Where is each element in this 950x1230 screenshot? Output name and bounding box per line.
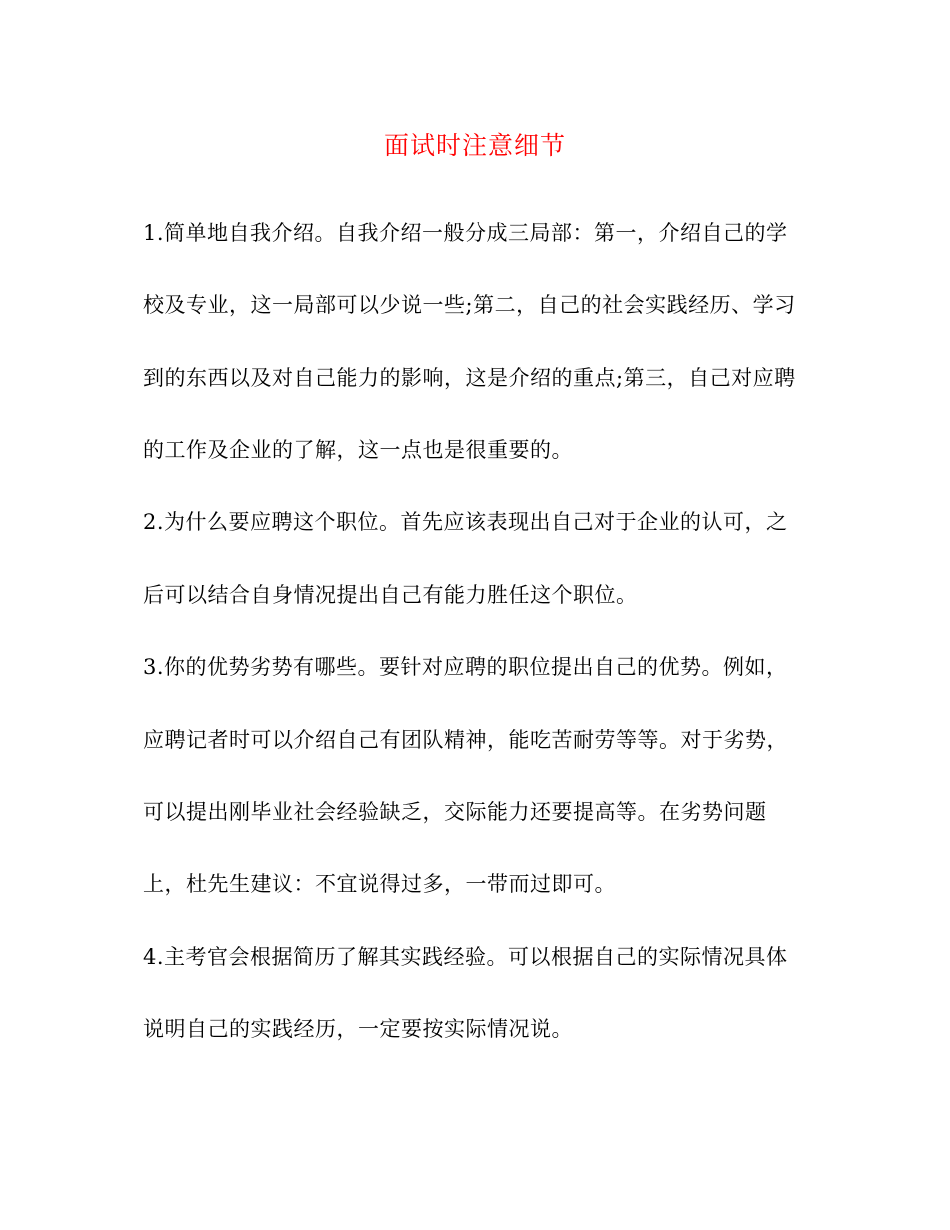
paragraph-line: 后可以结合自身情况提出自己有能力胜任这个职位。 — [143, 583, 638, 607]
paragraph-line: 3.你的优势劣势有哪些。要针对应聘的职位提出自己的优势。例如， — [143, 655, 788, 679]
paragraph-line: 到的东西以及对自己能力的影响，这是介绍的重点;第三，自己对应聘 — [143, 366, 796, 390]
document-title: 面试时注意细节 — [383, 131, 566, 160]
paragraph-line: 应聘记者时可以介绍自己有团队精神，能吃苦耐劳等等。对于劣势， — [143, 728, 788, 752]
paragraph-line: 2.为什么要应聘这个职位。首先应该表现出自己对于企业的认可，之 — [143, 510, 788, 534]
paragraph-line: 校及专业，这一局部可以少说一些;第二，自己的社会实践经历、学习 — [143, 293, 796, 317]
paragraph-line: 说明自己的实践经历，一定要按实际情况说。 — [143, 1017, 573, 1041]
paragraph-line: 的工作及企业的了解，这一点也是很重要的。 — [143, 438, 573, 462]
paragraph-line: 1.简单地自我介绍。自我介绍一般分成三局部：第一，介绍自己的学 — [143, 221, 788, 245]
paragraph-line: 4.主考官会根据简历了解其实践经验。可以根据自己的实际情况具体 — [143, 945, 788, 969]
paragraph-line: 可以提出刚毕业社会经验缺乏，交际能力还要提高等。在劣势问题 — [143, 800, 767, 824]
paragraph-line: 上，杜先生建议：不宜说得过多，一带而过即可。 — [143, 872, 616, 896]
